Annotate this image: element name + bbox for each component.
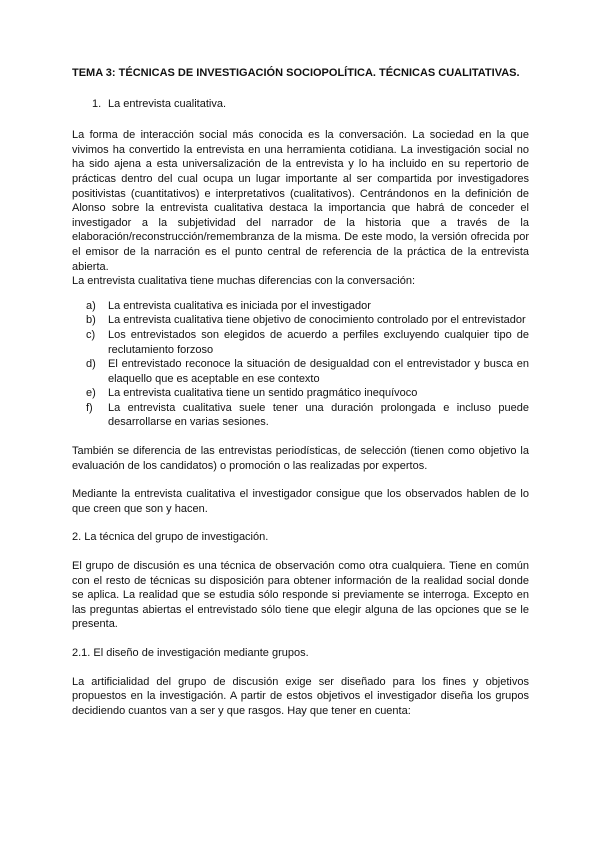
list-marker: e) xyxy=(86,387,96,400)
section-1-number: 1. xyxy=(92,97,102,110)
list-marker: d) xyxy=(86,358,96,371)
list-text: Los entrevistados son elegidos de acuerdo a perfiles excluyendo cualquier tipo de reclutamiento forzoso xyxy=(108,328,529,356)
document-title: TEMA 3: TÉCNICAS DE INVESTIGACIÓN SOCIOPOLÍTICA. TÉCNICAS CUALITATIVAS. xyxy=(72,67,520,79)
list-item xyxy=(86,386,529,401)
section-1-label: La entrevista cualitativa. xyxy=(108,97,227,110)
list-marker: c) xyxy=(86,328,96,341)
list-item xyxy=(86,313,529,328)
document-page xyxy=(72,66,529,718)
list-text: El entrevistado reconoce la situación de desigualdad con el entrevistador y busca en elaquello que es aceptable en ese contexto xyxy=(108,358,529,385)
list-text: La entrevista cualitativa suele tener una duración prolongada e incluso puede desarrollarse en varias sesiones. xyxy=(108,401,529,429)
paragraph-qualitative-outcome: Mediante la entrevista cualitativa el investigador consigue que los observados hablen de lo que creen que son y hacen. xyxy=(72,488,529,515)
differences-list xyxy=(86,299,529,430)
section-2-heading: 2. La técnica del grupo de investigación. xyxy=(72,531,269,544)
paragraph-group-design: La artificialidad del grupo de discusión exige ser diseñado para los fines y objetivos propuestos en la investigación. A partir de estos objetivos el investigador diseña los grupos decidiendo cuantos van a ser y que rasgos. Hay que tener en cuenta: xyxy=(72,675,529,717)
list-item xyxy=(86,299,529,314)
paragraph-other-interviews: También se diferencia de las entrevistas periodísticas, de selección (tienen como objetivo la evaluación de los candidatos) o promoción o las realizadas por expertos. xyxy=(72,445,529,472)
list-item xyxy=(86,357,529,386)
list-item xyxy=(86,328,529,357)
list-marker: b) xyxy=(86,314,96,327)
section-1-heading xyxy=(92,97,529,112)
section-2-1-heading: 2.1. El diseño de investigación mediante grupos. xyxy=(72,647,309,659)
paragraph-differences-intro: La entrevista cualitativa tiene muchas diferencias con la conversación: xyxy=(72,275,416,288)
list-text: La entrevista cualitativa es iniciada por el investigador xyxy=(108,299,371,312)
list-marker: a) xyxy=(86,299,96,312)
list-text: La entrevista cualitativa tiene objetivo de conocimiento controlado por el entrevistador xyxy=(108,314,526,327)
list-marker: f) xyxy=(86,401,93,414)
paragraph-discussion-group: El grupo de discusión es una técnica de observación como otra cualquiera. Tiene en común con el resto de técnicas su disposición para obtener información de la realidad social donde se aplica. La realidad que se estudia sólo responde si previamente se interroga. Excepto en las preguntas abiertas el entrevistado sólo tiene que elegir alguna de las opciones que se le presenta. xyxy=(72,560,529,631)
paragraph-intro: La forma de interacción social más conocida es la conversación. La sociedad en la que vivimos ha convertido la entrevista en una herramienta cotidiana. La investigación social no ha sido ajena a esta universalización de la entrevista y lo ha incluido en su repertorio de prácticas dentro del cual ocupa un lugar importante al ser compartida por investigadores positivistas (cuantitativos) e interpretativos (cualitativos). Centrándonos en la definición de Alonso sobre la entrevista cualitativa destaca la importancia que habrá de conceder el investigador a la subjetividad del narrador de la historia que a través de la elaboración/reconstrucción/remembranza de la misma. De este modo, la versión ofrecida por el emisor de la narración es el punto central de referencia de la práctica de la entrevista abierta. xyxy=(72,129,529,273)
list-text: La entrevista cualitativa tiene un sentido pragmático inequívoco xyxy=(108,387,418,400)
list-item xyxy=(86,401,529,430)
